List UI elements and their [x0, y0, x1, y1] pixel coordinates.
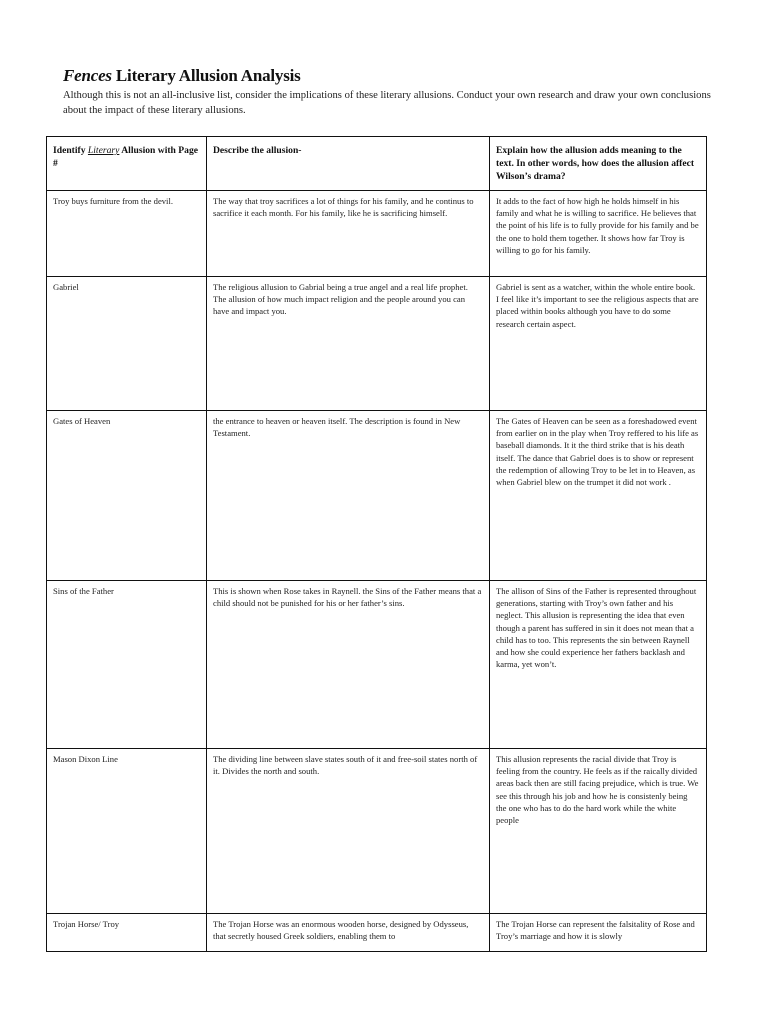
title-rest: Literary Allusion Analysis: [111, 66, 301, 85]
explanation-cell: Gabriel is sent as a watcher, within the whole entire book. I feel like it’s important to see the religious aspects that are placed within books although you have to do some research certain aspect.: [490, 277, 707, 411]
explanation-cell: The Gates of Heaven can be seen as a foreshadowed event from earlier on in the play when Troy reffered to his life as baseball diamonds. It it the third strike that is his death itself. The dance that Gabriel does is to show or represent the redemption of allowing Troy to be let in to Heaven, as when Gabriel blew on the trumpet it did not work .: [490, 411, 707, 581]
header-identify-a: Identify: [53, 145, 88, 156]
header-identify-literary: Literary: [87, 145, 120, 156]
header-explain: Explain how the allusion adds meaning to the text. In other words, how does the allusion affect Wilson’s drama?: [490, 137, 707, 191]
table-row: [47, 277, 707, 411]
description-cell: the entrance to heaven or heaven itself. The description is found in New Testament.: [207, 411, 490, 581]
allusion-table: [46, 136, 707, 952]
description-cell: This is shown when Rose takes in Raynell. the Sins of the Father means that a child should not be punished for his or her father’s sins.: [207, 581, 490, 749]
table-row: [47, 914, 707, 952]
header-describe: Describe the allusion-: [207, 137, 490, 191]
allusion-cell: Sins of the Father: [47, 581, 207, 749]
table-header-row: [47, 137, 707, 191]
table-row: [47, 411, 707, 581]
allusion-cell: Trojan Horse/ Troy: [47, 914, 207, 952]
allusion-cell: Gates of Heaven: [47, 411, 207, 581]
explanation-cell: This allusion represents the racial divide that Troy is feeling from the country. He feels as if the raically divided areas back then are still facing prejudice, which is true. We see this through his job and how he is consistenly being the one who has to do the hard work while the white people: [490, 749, 707, 914]
table-row: [47, 749, 707, 914]
explanation-cell: The allison of Sins of the Father is represented throughout generations, starting with Troy’s own father and his neglect. This allusion is representing the idea that even though a parent has suffered in sin it does not mean that a child has to too. This represents the sin between Raynell and how she could experience her fathers backlash and karma, yet won’t.: [490, 581, 707, 749]
title-italic: Fences: [63, 66, 112, 85]
description-cell: The way that troy sacrifices a lot of things for his family, and he continus to sacrifice it each month. For his family, like he is sacrificing himself.: [207, 191, 490, 277]
table-row: [47, 191, 707, 277]
intro-paragraph: Although this is not an all-inclusive list, consider the implications of these literary allusions. Conduct your own research and draw your own conclusions about the impact of these literary allusions.: [63, 90, 711, 116]
page-title: [63, 66, 301, 86]
allusion-cell: Troy buys furniture from the devil.: [47, 191, 207, 277]
description-cell: The dividing line between slave states south of it and free-soil states north of it. Divides the north and south.: [207, 749, 490, 914]
allusion-cell: Gabriel: [47, 277, 207, 411]
header-identify: [47, 137, 207, 191]
description-cell: The Trojan Horse was an enormous wooden horse, designed by Odysseus, that secretly housed Greek soldiers, enabling them to: [207, 914, 490, 952]
header-identify-c: Allusion with Page #: [53, 145, 199, 169]
explanation-cell: It adds to the fact of how high he holds himself in his family and what he is willing to sacrifice. He believes that the point of his life is to fully provide for his family and be the one to hold them together. It shows how far Troy is willing to go for his family.: [490, 191, 707, 277]
table-row: [47, 581, 707, 749]
description-cell: The religious allusion to Gabrial being a true angel and a real life prophet. The allusion of how much impact religion and the people around you can have and impact you.: [207, 277, 490, 411]
explanation-cell: The Trojan Horse can represent the falsitality of Rose and Troy’s marriage and how it is slowly: [490, 914, 707, 952]
allusion-cell: Mason Dixon Line: [47, 749, 207, 914]
